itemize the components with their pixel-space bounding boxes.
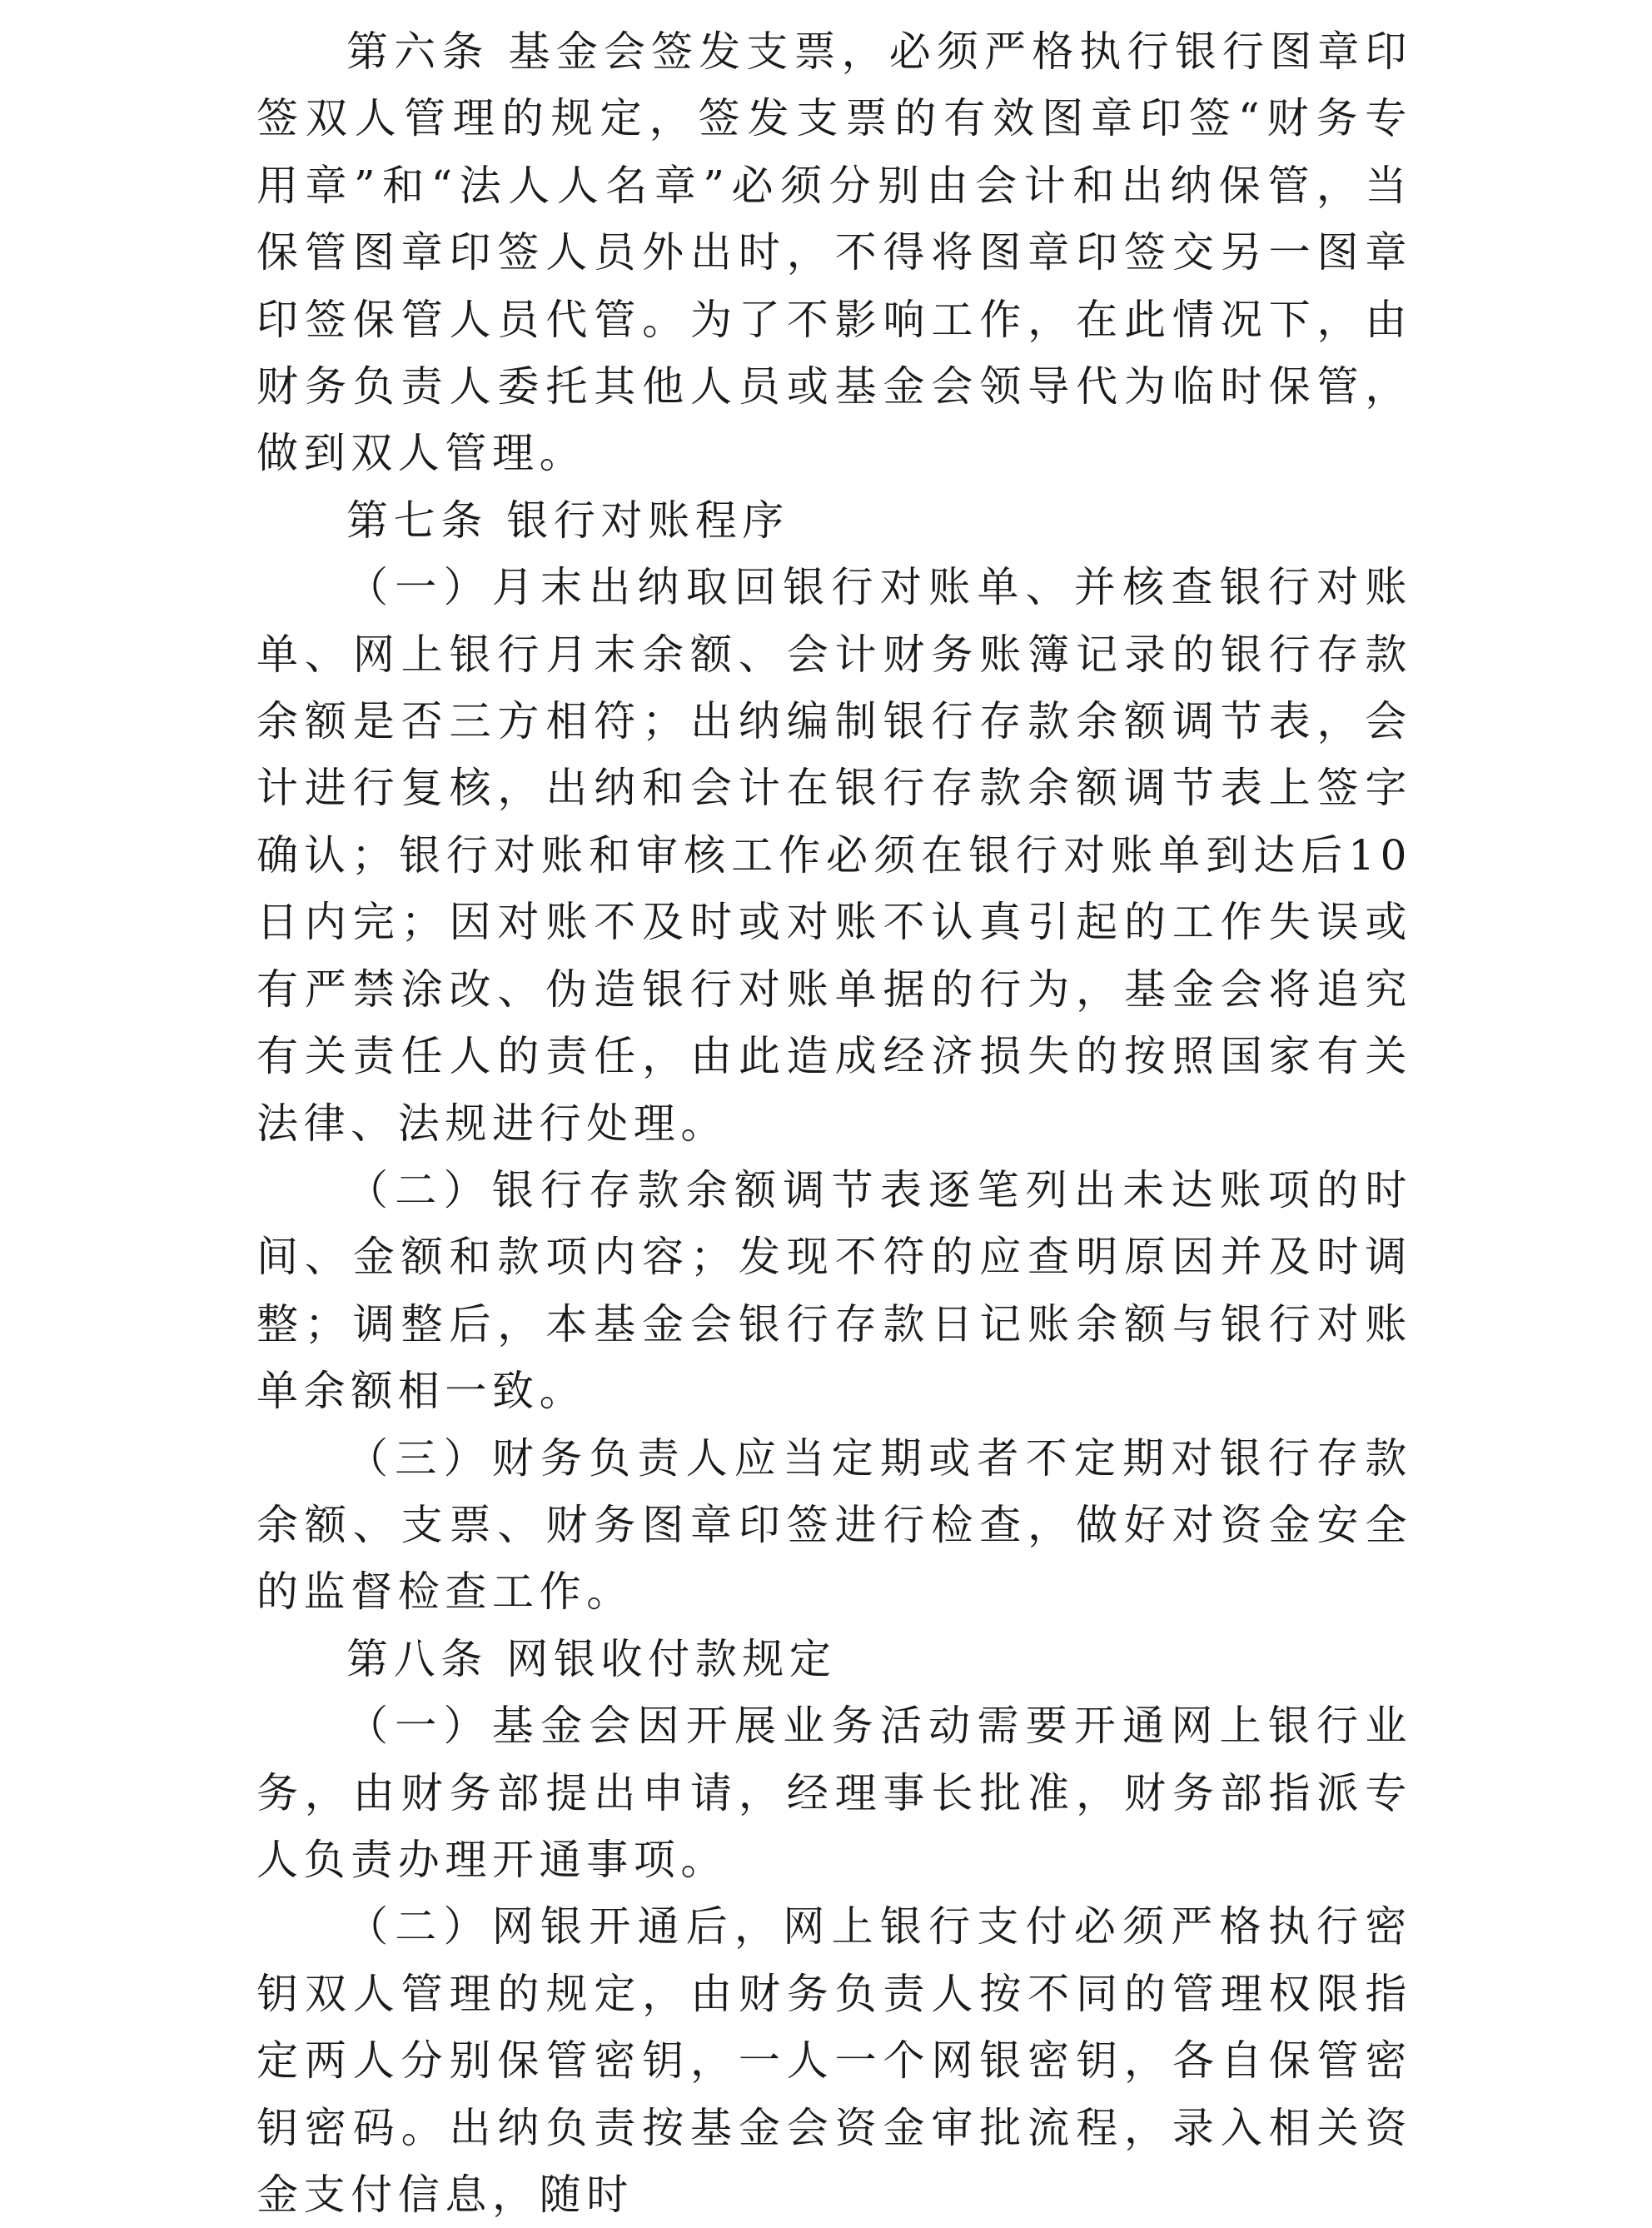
article-8-item-1-paragraph: （一）基金会因开展业务活动需要开通网上银行业务，由财务部提出申请，经理事长批准，财务部指派专人负责办理开通事项。 <box>256 1702 1412 1884</box>
article-7-item-1-paragraph: （一）月末出纳取回银行对账单、并核查银行对账单、网上银行月末余额、会计财务账簿记录的银行存款余额是否三方相符；出纳编制银行存款余额调节表，会计进行复核，出纳和会计在银行存款余额调节表上签字确认；银行对账和审核工作必须在银行对账单到达后10日内完；因对账不及时或对账不认真引起的工作失误或有严禁涂改、伪造银行对账单据的行为，基金会将追究有关责任人的责任，由此造成经济损失的按照国家有关法律、法规进行处理。 <box>256 563 1412 1148</box>
article-7-item-2-paragraph: （二）银行存款余额调节表逐笔列出未达账项的时间、金额和款项内容；发现不符的应查明原因并及时调整；调整后，本基金会银行存款日记账余额与银行对账单余额相一致。 <box>256 1165 1412 1416</box>
article-8-item-2-paragraph: （二）网银开通后，网上银行支付必须严格执行密钥双人管理的规定，由财务负责人按不同的管理权限指定两人分别保管密钥，一人一个网银密钥，各自保管密钥密码。出纳负责按基金会资金审批流程，录入相关资金支付信息，随时 <box>256 1902 1412 2219</box>
article-7-heading: 第七条 银行对账程序 <box>346 496 789 545</box>
article-8-heading: 第八条 网银收付款规定 <box>346 1634 837 1683</box>
document-page <box>256 18 1412 2228</box>
article-6-paragraph: 第六条 基金会签发支票，必须严格执行银行图章印签双人管理的规定，签发支票的有效图章印签“财务专用章”和“法人人名章”必须分别由会计和出纳保管，当保管图章印签人员外出时，不得将图章印签交另一图章印签保管人员代管。为了不影响工作，在此情况下，由财务负责人委托其他人员或基金会领导代为临时保管，做到双人管理。 <box>256 27 1412 478</box>
article-7-item-3-paragraph: （三）财务负责人应当定期或者不定期对银行存款余额、支票、财务图章印签进行检查，做好对资金安全的监督检查工作。 <box>256 1433 1412 1617</box>
